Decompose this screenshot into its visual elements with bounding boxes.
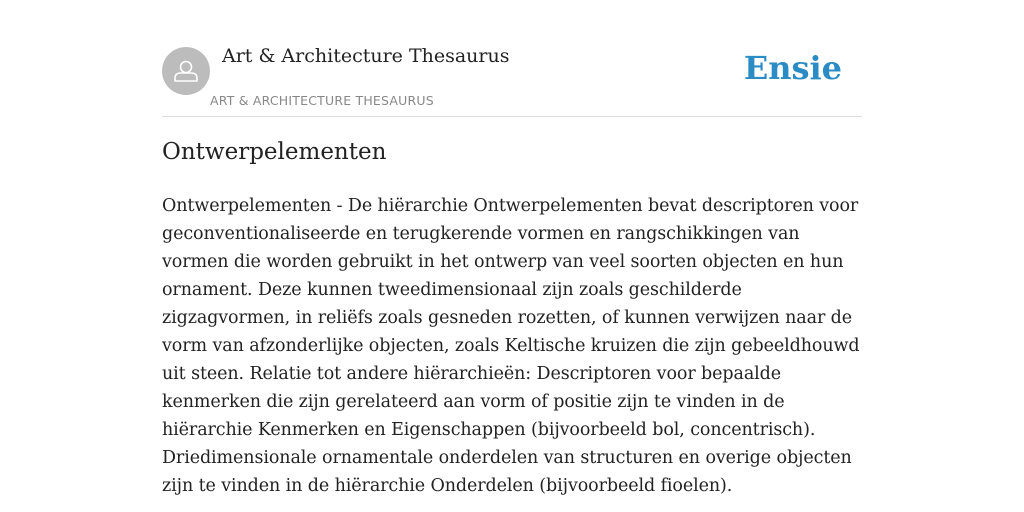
author-name[interactable]: Art & Architecture Thesaurus bbox=[222, 45, 510, 67]
person-icon bbox=[162, 47, 210, 95]
user-avatar-icon[interactable] bbox=[162, 47, 210, 95]
brand-logo[interactable]: Ensie bbox=[743, 49, 842, 87]
article-body: Ontwerpelementen - De hiërarchie Ontwerpelementen bevat descriptoren voor geconventionaliseerde en terugkerende vormen en rangschikkingen van vormen die worden gebruikt in het ontwerp van veel soorten objecten en hun ornament. Deze kunnen tweedimensionaal zijn zoals geschilderde zigzagvormen, in reliëfs zoals gesneden rozetten, of kunnen verwijzen naar de vorm van afzonderlijke objecten, zoals Keltische kruizen die zijn gebeeldhouwd uit steen. Relatie tot andere hiërarchieën: Descriptoren voor bepaalde kenmerken die zijn gerelateerd aan vorm of positie zijn te vinden in de hiërarchie Kenmerken en Eigenschappen (bijvoorbeeld bol, concentrisch). Driedimensionale ornamentale onderdelen van structuren en overige objecten zijn te vinden in de hiërarchie Onderdelen (bijvoorbeeld fioelen). bbox=[162, 196, 860, 496]
author-subtitle[interactable]: ART & ARCHITECTURE THESAURUS bbox=[210, 93, 434, 108]
page-title: Ontwerpelementen bbox=[162, 139, 387, 165]
header bbox=[162, 0, 862, 117]
